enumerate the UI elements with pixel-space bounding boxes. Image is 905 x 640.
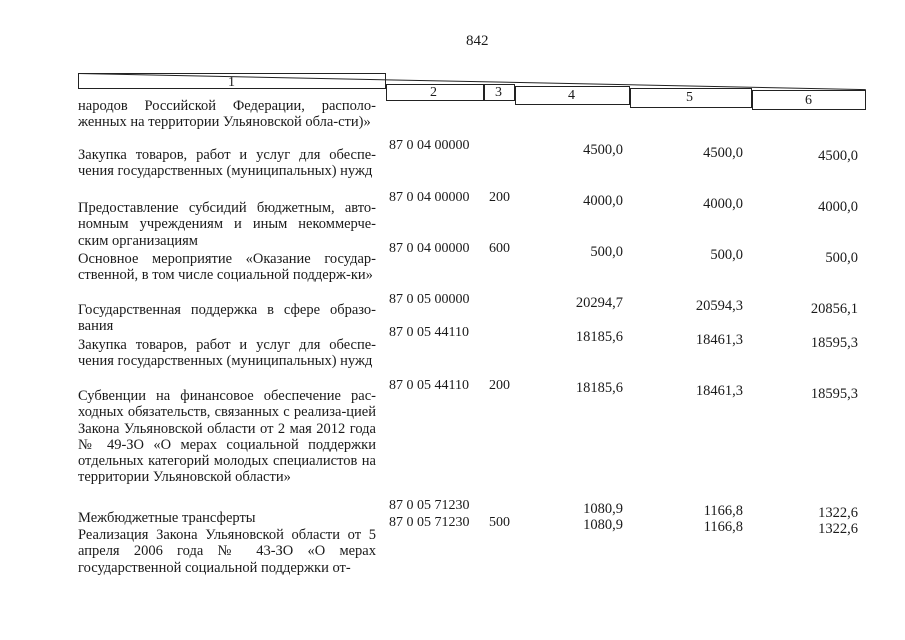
row-value-col4: 20294,7 [575,295,623,311]
row-expense-type: 500 [489,515,510,530]
row-value-col6: 1322,6 [818,521,858,537]
row-value-col4: 4000,0 [583,193,623,209]
row-value-col5: 18461,3 [695,383,743,399]
row-expense-type: 200 [489,378,510,393]
row-value-col5: 20594,3 [695,298,743,314]
row-expense-type: 600 [489,241,510,256]
row-code: 87 0 05 71230 [389,515,470,530]
row-value-col5: 4000,0 [703,196,743,212]
row-code: 87 0 05 71230 [389,498,470,513]
row-code: 87 0 05 44110 [389,378,469,393]
row-description: Закупка товаров, работ и услуг для обеспе-чения государственных (муниципальных) нужд [78,147,376,180]
header-label-2: 2 [430,85,437,100]
row-value-col5: 1166,8 [703,503,743,519]
row-value-col4: 1080,9 [583,501,623,517]
row-value-col6: 18595,3 [810,335,858,351]
row-code: 87 0 04 00000 [389,190,470,205]
row-code: 87 0 05 00000 [389,292,470,307]
row-code: 87 0 04 00000 [389,138,470,153]
row-description: Основное мероприятие «Оказание государ-ственной, в том числе социальной поддерж-ки» [78,251,376,284]
page-number: 842 [466,33,489,49]
header-label-3: 3 [495,85,502,100]
row-value-col6: 4500,0 [818,148,858,164]
header-label-1: 1 [228,75,235,90]
header-label-4: 4 [568,88,575,103]
row-value-col5: 1166,8 [703,519,743,535]
header-label-6: 6 [805,93,812,108]
row-value-col4: 1080,9 [583,517,623,533]
row-value-col6: 500,0 [825,250,858,266]
row-value-col5: 4500,0 [703,145,743,161]
row-value-col6: 1322,6 [818,505,858,521]
row-description: Субвенции на финансовое обеспечение рас-ходных обязательств, связанных с реализа-цией Закона Ульяновской области от 2 мая 2012 года № 49-ЗО «О мерах социальной поддержки отдельных категорий молодых специалистов на территории Ульяновской области» [78,388,376,486]
row-value-col4: 500,0 [590,244,623,260]
row-value-col4: 18185,6 [575,329,623,345]
row-description: Закупка товаров, работ и услуг для обеспе-чения государственных (муниципальных) нужд [78,337,376,370]
row-value-col5: 18461,3 [695,332,743,348]
row-code: 87 0 05 44110 [389,325,469,340]
row-value-col4: 4500,0 [583,142,623,158]
header-label-5: 5 [686,90,693,105]
row-description: Межбюджетные трансферты [78,510,256,526]
row-value-col4: 18185,6 [575,380,623,396]
row-description: Предоставление субсидий бюджетным, авто-номным учреждениям и иным некоммерче-ским организациям [78,200,376,249]
row-description: Реализация Закона Ульяновской области от 5 апреля 2006 года № 43-ЗО «О мерах государственной социальной поддержки от- [78,527,376,576]
row-description: народов Российской Федерации, располо-женных на территории Ульяновской обла-сти)» [78,98,376,131]
row-code: 87 0 04 00000 [389,241,470,256]
row-value-col5: 500,0 [710,247,743,263]
row-description: Государственная поддержка в сфере образо-вания [78,302,376,335]
row-value-col6: 18595,3 [810,386,858,402]
row-expense-type: 200 [489,190,510,205]
row-value-col6: 4000,0 [818,199,858,215]
row-value-col6: 20856,1 [810,301,858,317]
